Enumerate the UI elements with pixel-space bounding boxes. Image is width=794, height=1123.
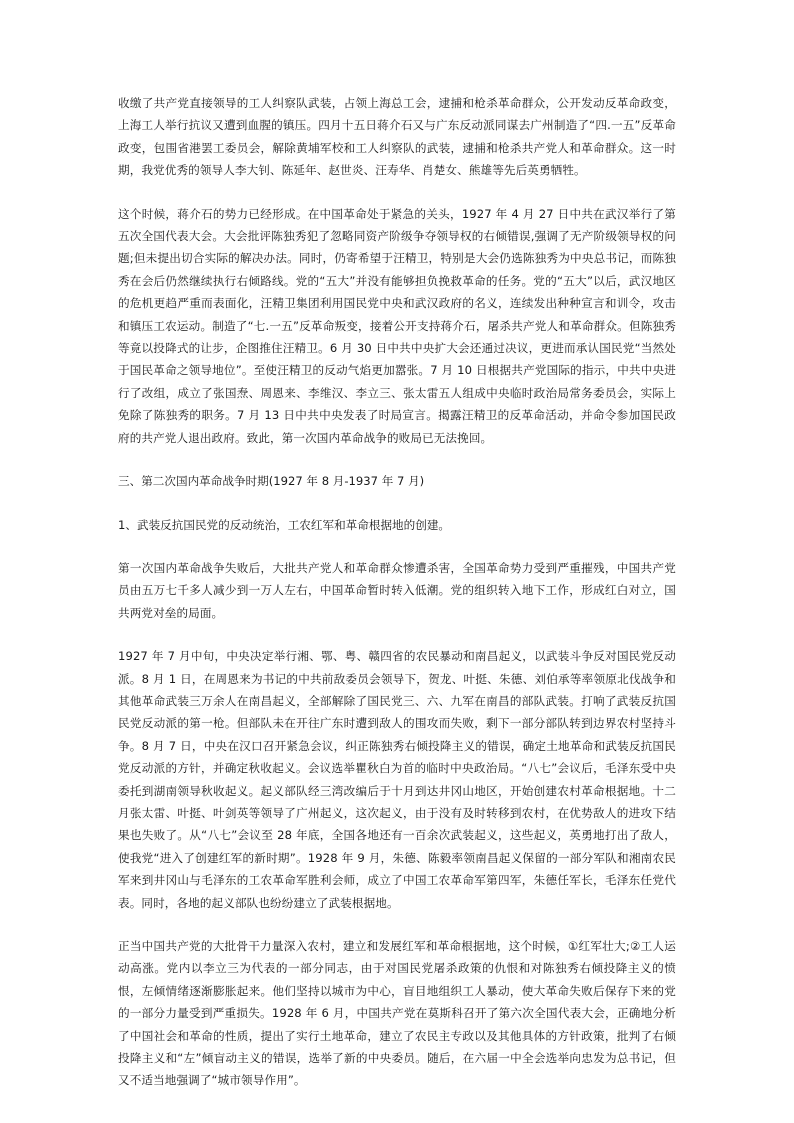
paragraph-5: 正当中国共产党的大批骨干力量深入农村，建立和发展红军和革命根据地，这个时候，①红军壮大;②工人运动高涨。党内以李立三为代表的一部分同志，由于对国民党屠杀政策的仇恨和对陈独秀右倾投降主义的愤恨，左倾情绪逐渐膨胀起来。他们坚持以城市为中心，盲目地组织工人暴动，使大革命失败后保存下来的党的一部分力量受到严重损失。1928 年 6 月，中国共产党在莫斯科召开了第六次全国代表大会，正确地分析了中国社会和革命的性质，提出了实行土地革命，建立了农民主专政以及其他具体的方针政策，批判了右倾投降主义和“左”倾盲动主义的错误，选举了新的中央委员。随后，在六届一中全会选举向忠发为总书记，但又不适当地强调了“城市领导作用”。 xyxy=(118,939,676,1088)
document-page xyxy=(118,92,676,1113)
paragraph-3: 第一次国内革命战争失败后，大批共产党人和革命群众惨遭杀害，全国革命势力受到严重摧残，中国共产党员由五万七千多人减少到一万人左右，中国革命暂时转入低潮。党的组织转入地下工作，形成红白对立，国共两党对垒的局面。 xyxy=(118,560,676,620)
paragraph-2: 这个时候，蒋介石的势力已经形成。在中国革命处于紧急的关头，1927 年 4 月 27 日中共在武汉举行了第五次全国代表大会。大会批评陈独秀犯了忽略同资产阶级争夺领导权的右倾错误,强调了无产阶级领导权的问题;但未提出切合实际的解决办法。同时，仍寄希望于汪精卫，特别是大会仍选陈独秀为中央总书记，而陈独秀在会后仍然继续执行右倾路线。党的“五大”并没有能够担负挽救革命的任务。党的“五大”以后，武汉地区的危机更趋严重而表面化，汪精卫集团利用国民党中央和武汉政府的名义，连续发出种种宣言和训令，攻击和镇压工农运动。制造了“七.一五”反革命叛变，接着公开支持蒋介石，屠杀共产党人和革命群众。但陈独秀等竟以投降式的让步，企图推住汪精卫。6 月 30 日中共中央扩大会还通过决议，更进而承认国民党“当然处于国民革命之领导地位”。至使汪精卫的反动气焰更加嚣张。7 月 10 日根据共产党国际的指示，中共中央进行了改组，成立了张国焘、周恩来、李维汉、李立三、张太雷五人组成中央临时政治局常务委员会，实际上免除了陈独秀的职务。7 月 13 日中共中央发表了时局宣言。揭露汪精卫的反革命活动，并命令参加国民政府的共产党人退出政府。致此，第一次国内革命战争的败局已无法挽回。 xyxy=(118,206,676,445)
section-heading: 三、第二次国内革命战争时期(1927 年 8 月-1937 年 7 月) xyxy=(118,474,425,489)
paragraph-1: 收缴了共产党直接领导的工人纠察队武装，占领上海总工会，逮捕和枪杀革命群众，公开发动反革命政变，上海工人举行抗议又遭到血腥的镇压。四月十五日蒋介石又与广东反动派同谋去广州制造了“四.一五”反革命政变，包围省港罢工委员会，解除黄埔军校和工人纠察队的武装，逮捕和枪杀共产党人和革命群众。这一时期，我党优秀的领导人李大钊、陈延年、赵世炎、汪寿华、肖楚女、熊雄等先后英勇牺牲。 xyxy=(118,96,676,178)
subsection-heading: 1、武装反抗国民党的反动统治，工农红军和革命根据地的创建。 xyxy=(118,517,451,532)
paragraph-4: 1927 年 7 月中旬，中央决定举行湘、鄂、粤、赣四省的农民暴动和南昌起义，以武装斗争反对国民党反动派。8 月 1 日，在周恩来为书记的中共前敌委员会领导下，贺龙、叶挺、朱德、刘伯承等率领原北伐战争和其他革命武装三万余人在南昌起义，全部解除了国民党三、六、九军在南昌的部队武装。打响了武装反抗国民党反动派的第一枪。但部队未在开往广东时遭到敌人的围攻而失败，剩下一部分部队转到边界农村坚持斗争。8 月 7 日，中央在汉口召开紧急会议，纠正陈独秀右倾投降主义的错误，确定土地革命和武装反抗国民党反动派的方针，并确定秋收起义。会议选举瞿秋白为首的临时中央政治局。“八七”会议后，毛泽东受中央委托到湖南领导秋收起义。起义部队经三湾改编后于十月到达井冈山地区，开始创建农村革命根据地。十二月张太雷、叶挺、叶剑英等领导了广州起义，这次起义，由于没有及时转移到农村，在优势敌人的进攻下结果也失败了。从“八七”会议至 28 年底，全国各地还有一百余次武装起义，这些起义，英勇地打出了敌人，使我党“进入了创建红军的新时期”。1928 年 9 月，朱德、陈毅率领南昌起义保留的一部分军队和湘南农民军来到井冈山与毛泽东的工农革命军胜利会师，成立了中国工农革命军第四军，朱德任军长，毛泽东任党代表。同时，各地的起义部队也纷纷建立了武装根据地。 xyxy=(118,649,676,910)
